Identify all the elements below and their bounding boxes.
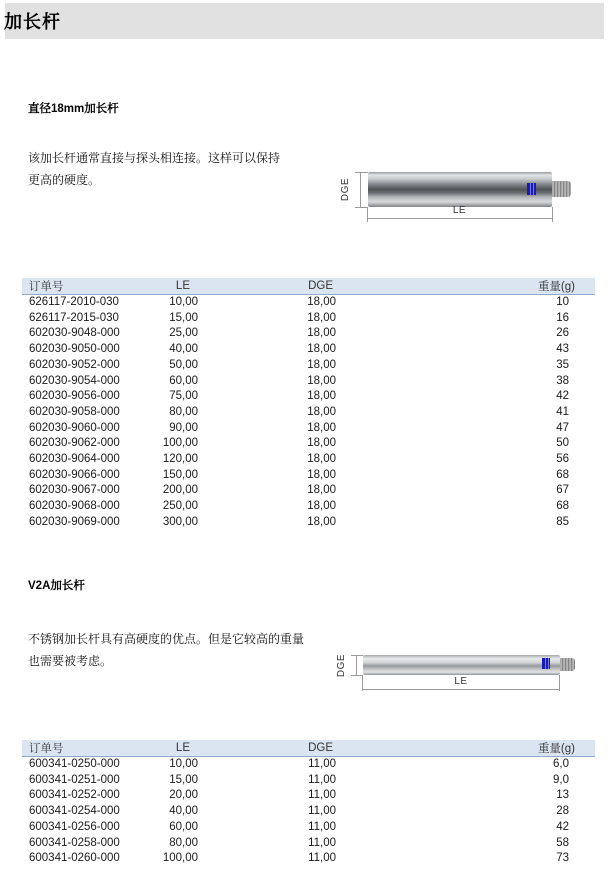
table-cell: 42 xyxy=(556,390,569,403)
table-cell: 50 xyxy=(556,437,569,450)
table-cell: 602030-9058-000 xyxy=(29,405,120,418)
table-cell: 600341-0258-000 xyxy=(29,836,120,849)
table-cell: 15,00 xyxy=(169,773,198,786)
table-row xyxy=(22,311,595,327)
column-header-order-number: 订单号 xyxy=(22,278,162,295)
table-cell: 600341-0250-000 xyxy=(29,758,120,770)
table-cell: 75,00 xyxy=(169,390,198,403)
table-cell: 18,00 xyxy=(307,437,336,450)
section-description-v2a xyxy=(28,628,304,672)
table-cell: 85 xyxy=(556,515,569,528)
dimension-tick xyxy=(351,655,363,656)
blue-marking xyxy=(527,183,536,195)
table-row xyxy=(22,389,595,405)
table-cell: 11,00 xyxy=(308,820,336,833)
le-label: LE xyxy=(454,676,468,687)
table-cell: 11,00 xyxy=(308,758,336,770)
table-cell: 18,00 xyxy=(307,421,336,434)
table-row xyxy=(22,820,595,836)
thread-stub xyxy=(552,181,571,197)
table-cell: 602030-9062-000 xyxy=(29,437,120,450)
description-line: 该加长杆通常直接与探头相连接。这样可以保持 xyxy=(28,151,281,165)
table-cell: 16 xyxy=(556,311,569,324)
table-cell: 25,00 xyxy=(169,327,198,340)
column-header-dge: DGE xyxy=(198,740,336,757)
table-cell: 18,00 xyxy=(307,484,336,497)
table-cell: 18,00 xyxy=(307,500,336,513)
page-title: 加长杆 xyxy=(4,12,61,32)
table-cell: 42 xyxy=(556,820,569,833)
dge-dimension-line xyxy=(360,172,361,207)
table-cell: 602030-9069-000 xyxy=(29,515,120,528)
table-cell: 600341-0251-000 xyxy=(29,773,120,786)
table-cell: 73 xyxy=(556,852,569,865)
table-row xyxy=(22,851,595,867)
table-row xyxy=(22,326,595,342)
dge-dimension-line xyxy=(356,655,357,675)
table-cell: 50,00 xyxy=(169,358,198,371)
table-cell: 18,00 xyxy=(307,374,336,387)
table-cell: 26 xyxy=(556,327,569,340)
table-cell: 80,00 xyxy=(169,405,198,418)
table-18mm-rods xyxy=(22,278,595,531)
table-row xyxy=(22,757,595,773)
table-cell: 602030-9056-000 xyxy=(29,390,120,403)
table-row xyxy=(22,468,595,484)
table-row xyxy=(22,788,595,804)
column-header-le: LE xyxy=(162,740,198,757)
table-cell: 600341-0252-000 xyxy=(29,789,120,802)
table-row xyxy=(22,773,595,789)
table-cell: 15,00 xyxy=(169,311,198,324)
table-cell: 18,00 xyxy=(307,358,336,371)
table-cell: 13 xyxy=(556,789,569,802)
rod-figure-18mm xyxy=(335,128,605,230)
table-row xyxy=(22,358,595,374)
table-cell: 18,00 xyxy=(307,311,336,324)
table-cell: 120,00 xyxy=(162,453,198,466)
le-label: LE xyxy=(452,205,467,216)
table-cell: 602030-9064-000 xyxy=(29,453,120,466)
table-header-row xyxy=(22,740,595,757)
table-row xyxy=(22,515,595,531)
table-row xyxy=(22,421,595,437)
table-cell: 602030-9048-000 xyxy=(29,327,120,340)
table-header-row xyxy=(22,278,595,295)
table-cell: 10 xyxy=(556,296,569,308)
table-cell: 602030-9050-000 xyxy=(29,343,120,356)
table-cell: 20,00 xyxy=(169,789,198,802)
section-heading-18mm: 直径18mm加长杆 xyxy=(28,103,119,115)
column-header-weight: 重量(g) xyxy=(336,740,595,757)
column-header-order-number: 订单号 xyxy=(22,740,162,757)
table-row xyxy=(22,452,595,468)
le-dimension-line xyxy=(362,689,560,690)
table-cell: 68 xyxy=(556,500,569,513)
table-cell: 47 xyxy=(556,421,569,434)
table-cell: 9,0 xyxy=(553,773,569,786)
column-header-dge: DGE xyxy=(198,278,336,295)
table-cell: 60,00 xyxy=(169,820,198,833)
description-line: 更高的硬度。 xyxy=(28,173,101,187)
rod-graphic xyxy=(363,655,560,675)
table-cell: 41 xyxy=(556,405,569,418)
table-cell: 18,00 xyxy=(307,343,336,356)
table-cell: 43 xyxy=(556,343,569,356)
table-cell: 10,00 xyxy=(169,758,198,770)
table-cell: 602030-9054-000 xyxy=(29,374,120,387)
table-cell: 100,00 xyxy=(162,437,198,450)
table-row xyxy=(22,295,595,311)
table-cell: 602030-9060-000 xyxy=(29,421,120,434)
table-cell: 40,00 xyxy=(169,805,198,818)
table-cell: 250,00 xyxy=(162,500,198,513)
table-cell: 40,00 xyxy=(169,343,198,356)
table-cell: 602030-9052-000 xyxy=(29,358,120,371)
table-cell: 626117-2015-030 xyxy=(29,311,119,324)
table-cell: 10,00 xyxy=(169,296,198,308)
section-description-18mm xyxy=(28,147,280,191)
dimension-tick xyxy=(355,172,368,173)
rod-graphic xyxy=(368,172,552,207)
table-cell: 11,00 xyxy=(308,836,336,849)
table-cell: 600341-0254-000 xyxy=(29,805,120,818)
table-row xyxy=(22,374,595,390)
page-header-bar xyxy=(5,3,604,39)
table-cell: 35 xyxy=(556,358,569,371)
table-cell: 56 xyxy=(556,453,569,466)
table-cell: 600341-0256-000 xyxy=(29,820,120,833)
table-row xyxy=(22,405,595,421)
thread-stub xyxy=(560,658,575,671)
table-cell: 18,00 xyxy=(307,453,336,466)
table-cell: 18,00 xyxy=(307,390,336,403)
table-cell: 90,00 xyxy=(169,421,198,434)
table-cell: 602030-9067-000 xyxy=(29,484,120,497)
dimension-extension-line xyxy=(552,207,553,222)
table-cell: 602030-9068-000 xyxy=(29,500,120,513)
table-cell: 60,00 xyxy=(169,374,198,387)
dge-label: DGE xyxy=(336,653,348,677)
table-cell: 11,00 xyxy=(308,773,336,786)
table-cell: 600341-0260-000 xyxy=(29,852,120,865)
table-row xyxy=(22,436,595,452)
description-line: 也需要被考虑。 xyxy=(28,654,113,668)
table-cell: 300,00 xyxy=(162,515,198,528)
table-cell: 28 xyxy=(556,805,569,818)
table-cell: 68 xyxy=(556,468,569,481)
table-cell: 100,00 xyxy=(162,852,198,865)
table-cell: 626117-2010-030 xyxy=(29,296,119,308)
table-cell: 602030-9066-000 xyxy=(29,468,120,481)
table-cell: 150,00 xyxy=(162,468,198,481)
table-cell: 6,0 xyxy=(553,758,569,770)
rod-figure-v2a xyxy=(330,595,605,701)
table-cell: 18,00 xyxy=(307,468,336,481)
blue-marking xyxy=(542,658,550,669)
table-row xyxy=(22,804,595,820)
table-cell: 11,00 xyxy=(308,789,336,802)
table-cell: 11,00 xyxy=(308,805,336,818)
section-heading-v2a: V2A加长杆 xyxy=(28,580,85,592)
le-dimension-line xyxy=(367,218,552,219)
table-row xyxy=(22,499,595,515)
table-cell: 200,00 xyxy=(162,484,198,497)
table-cell: 18,00 xyxy=(307,405,336,418)
table-row xyxy=(22,836,595,852)
table-cell: 58 xyxy=(556,836,569,849)
table-cell: 38 xyxy=(556,374,569,387)
table-row xyxy=(22,483,595,499)
column-header-le: LE xyxy=(162,278,198,295)
table-v2a-rods xyxy=(22,740,595,867)
table-row xyxy=(22,342,595,358)
table-cell: 11,00 xyxy=(308,852,336,865)
description-line: 不锈钢加长杆具有高硬度的优点。但是它较高的重量 xyxy=(28,632,305,646)
column-header-weight: 重量(g) xyxy=(336,278,595,295)
dge-label: DGE xyxy=(340,177,352,202)
table-cell: 67 xyxy=(556,484,569,497)
table-cell: 18,00 xyxy=(307,296,336,308)
table-cell: 80,00 xyxy=(169,836,198,849)
table-cell: 18,00 xyxy=(307,515,336,528)
table-cell: 18,00 xyxy=(307,327,336,340)
